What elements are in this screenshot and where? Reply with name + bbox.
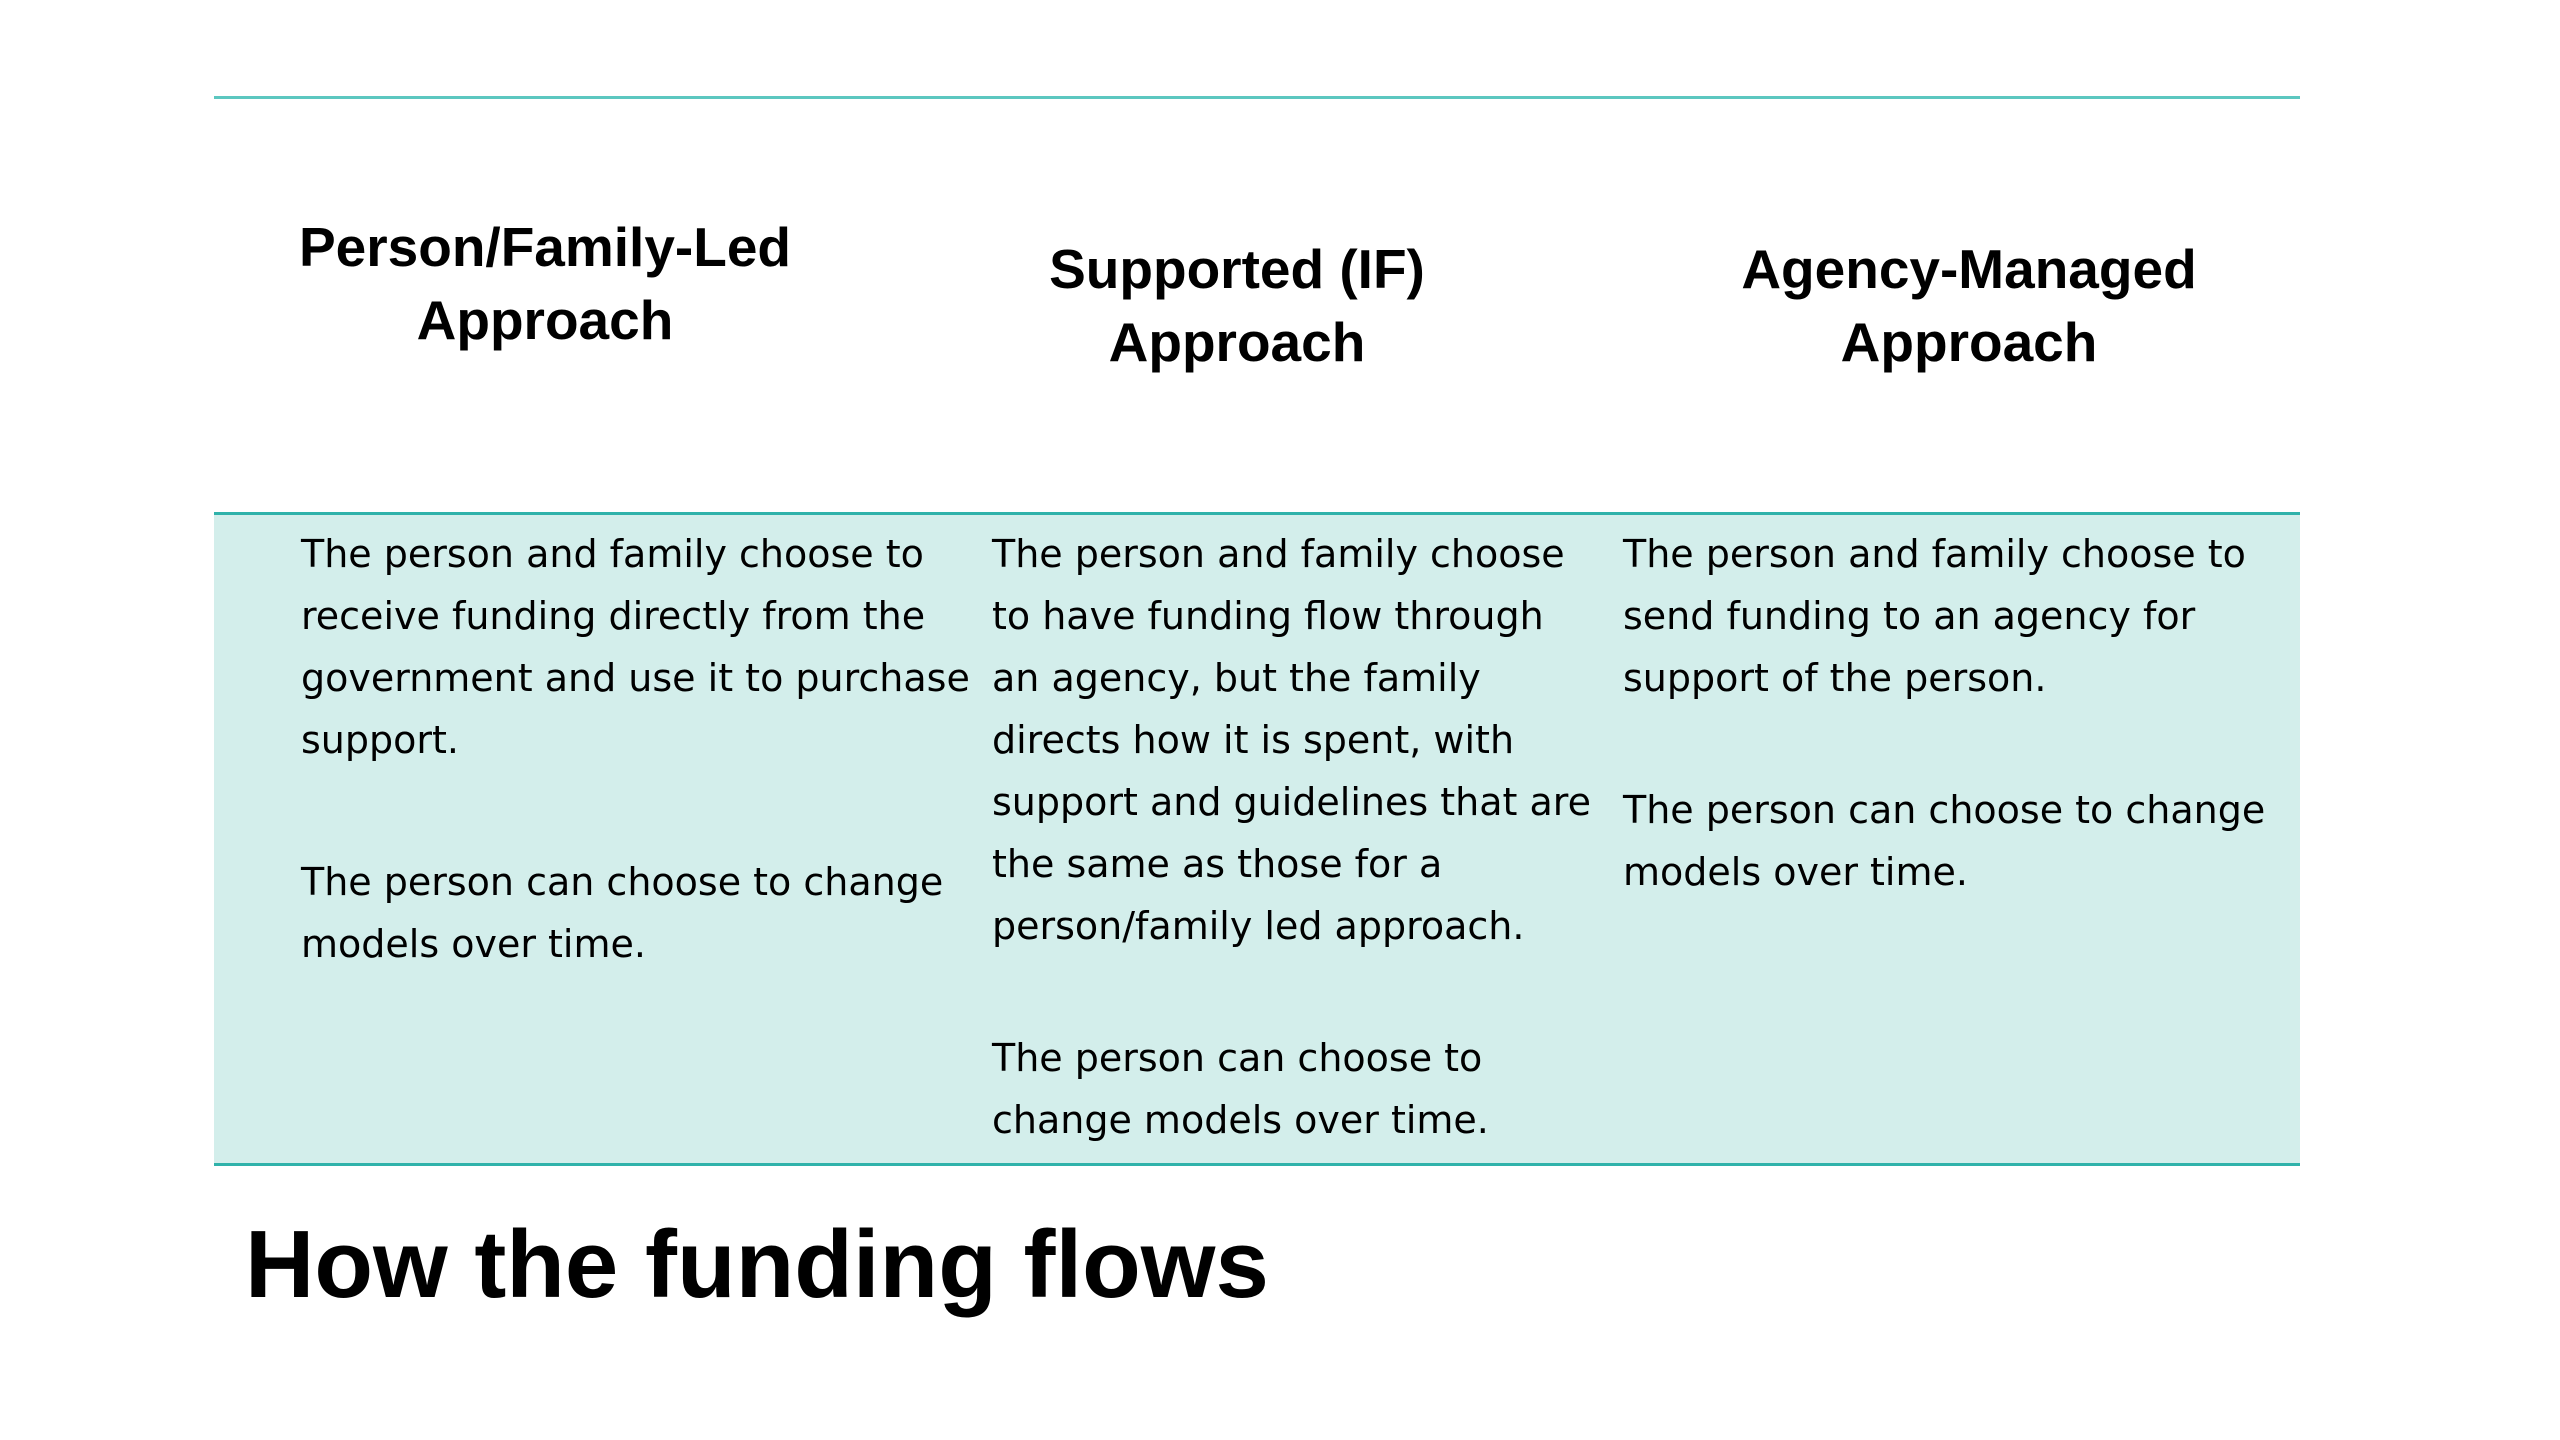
cell-paragraph: The person and family choose to send funding to an agency for support of the person. — [1623, 532, 2246, 700]
cell-paragraph: The person can choose to change models over time. — [301, 860, 944, 966]
cell-paragraph: The person can choose to change models over time. — [1623, 788, 2266, 894]
column-header-agency-managed: Agency-Managed Approach — [1741, 238, 2197, 373]
table-cell-person-family-led — [301, 523, 1001, 975]
cell-paragraph: The person and family choose to have funding flow through an agency, but the family directs how it is spent, with support and guidelines that are the same as those for a person/family led approach. — [992, 532, 1591, 948]
table-body-row — [214, 512, 2300, 1166]
table-cell-supported-if — [992, 523, 1602, 1151]
table-cell-agency-managed — [1623, 523, 2293, 903]
table-header-row — [214, 99, 2300, 513]
cell-paragraph: The person and family choose to receive funding directly from the government and use it to purchase support. — [301, 532, 970, 762]
page-title: How the funding flows — [245, 1211, 1269, 1318]
column-header-supported-if: Supported (IF) Approach — [1049, 238, 1425, 373]
column-header-person-family-led: Person/Family-Led Approach — [298, 216, 792, 351]
cell-paragraph: The person can choose to change models over time. — [992, 1036, 1489, 1142]
